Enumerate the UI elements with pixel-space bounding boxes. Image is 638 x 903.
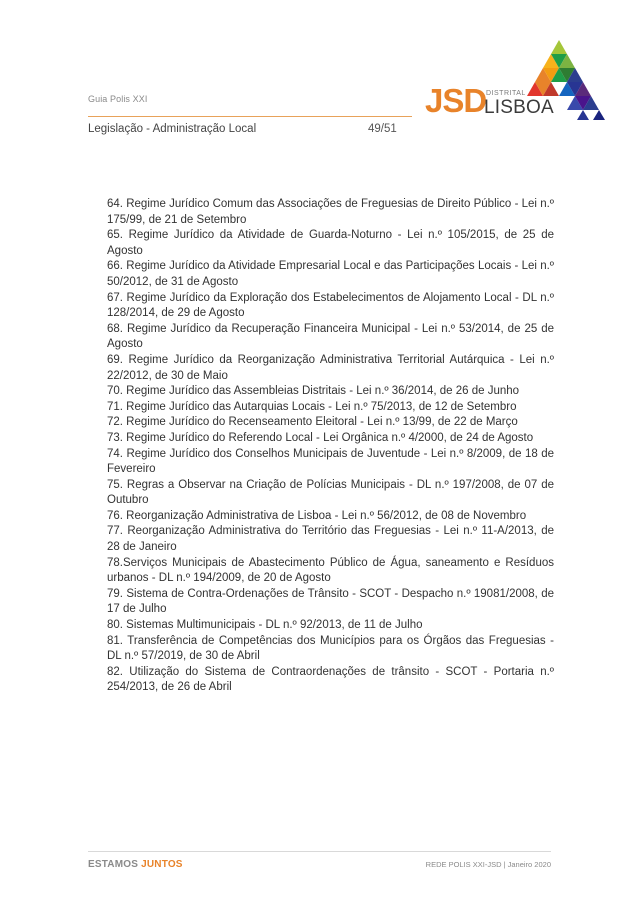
list-item: 70. Regime Jurídico das Assembleias Distritais - Lei n.º 36/2014, de 26 de Junho (107, 385, 520, 398)
list-item: 68. Regime Jurídico da Recuperação Financeira Municipal - Lei n.º 53/2014, de 25 de Agosto (107, 322, 554, 351)
logo-distrital-text: DISTRITAL (486, 90, 526, 97)
header-divider (88, 116, 412, 117)
list-item: 64. Regime Jurídico Comum das Associações de Freguesias de Direito Público - Lei n.º 175/99, de 21 de Setembro (107, 198, 554, 226)
list-item: 67. Regime Jurídico da Exploração dos Estabelecimentos de Alojamento Local - DL n.º 128/2014, de 29 de Agosto (107, 291, 554, 320)
logo-jsd-text: JSD (425, 82, 487, 119)
list-item: 65. Regime Jurídico da Atividade de Guarda-Noturno - Lei n.º 105/2015, de 25 de Agosto (107, 229, 554, 257)
list-item: 73. Regime Jurídico do Referendo Local - Lei Orgânica n.º 4/2000, de 24 de Agosto (107, 431, 534, 444)
list-item: 81. Transferência de Competências dos Municípios para os Órgãos das Freguesias - DL n.º 57/2019, de 30 de Abril (107, 634, 554, 663)
slogan-first-word: ESTAMOS (88, 859, 139, 870)
list-item: 71. Regime Jurídico das Autarquias Locais - Lei n.º 75/2013, de 12 de Setembro (107, 400, 517, 413)
footer-divider (88, 851, 551, 852)
list-item: 80. Sistemas Multimunicipais - DL n.º 92/2013, de 11 de Julho (107, 619, 423, 632)
list-item: 66. Regime Jurídico da Atividade Empresarial Local e das Participações Locais - Lei n.º 50/2012, de 31 de Agosto (107, 260, 554, 288)
list-item: 82. Utilização do Sistema de Contraordenações de trânsito - SCOT - Portaria n.º 254/2013, de 26 de Abril (107, 665, 554, 694)
legislation-list (107, 197, 554, 696)
footer-slogan (88, 859, 183, 870)
list-item: 77. Reorganização Administrativa do Território das Freguesias - Lei n.º 11-A/2013, de 28 de Janeiro (107, 525, 554, 554)
list-item: 76. Reorganização Administrativa de Lisboa - Lei n.º 56/2012, de 08 de Novembro (107, 509, 527, 522)
footer-info: REDE POLIS XXI-JSD | Janeiro 2020 (425, 860, 551, 869)
page-number: 49/51 (368, 123, 397, 135)
guide-title: Guia Polis XXI (88, 94, 148, 104)
section-title: Legislação - Administração Local (88, 123, 257, 135)
list-item: 75. Regras a Observar na Criação de Polícias Municipais - DL n.º 197/2008, de 07 de Outubro (107, 478, 554, 507)
list-item: 69. Regime Jurídico da Reorganização Administrativa Territorial Autárquica - Lei n.º 22/2012, de 30 de Maio (107, 353, 554, 382)
list-item: 72. Regime Jurídico do Recenseamento Eleitoral - Lei n.º 13/99, de 22 de Março (107, 416, 518, 429)
list-item: 78.Serviços Municipais de Abastecimento Público de Água, saneamento e Resíduos urbanos - DL n.º 194/2009, de 20 de Agosto (107, 556, 554, 585)
list-item: 79. Sistema de Contra-Ordenações de Trânsito - SCOT - Despacho n.º 19081/2008, de 17 de Julho (107, 587, 554, 616)
logo-lisboa-text: LISBOA (484, 97, 554, 118)
jsd-distrital-lisboa-logo (425, 40, 605, 122)
list-item: 74. Regime Jurídico dos Conselhos Municipais de Juventude - Lei n.º 8/2009, de 18 de Fevereiro (107, 447, 554, 476)
slogan-second-word: JUNTOS (141, 859, 183, 870)
